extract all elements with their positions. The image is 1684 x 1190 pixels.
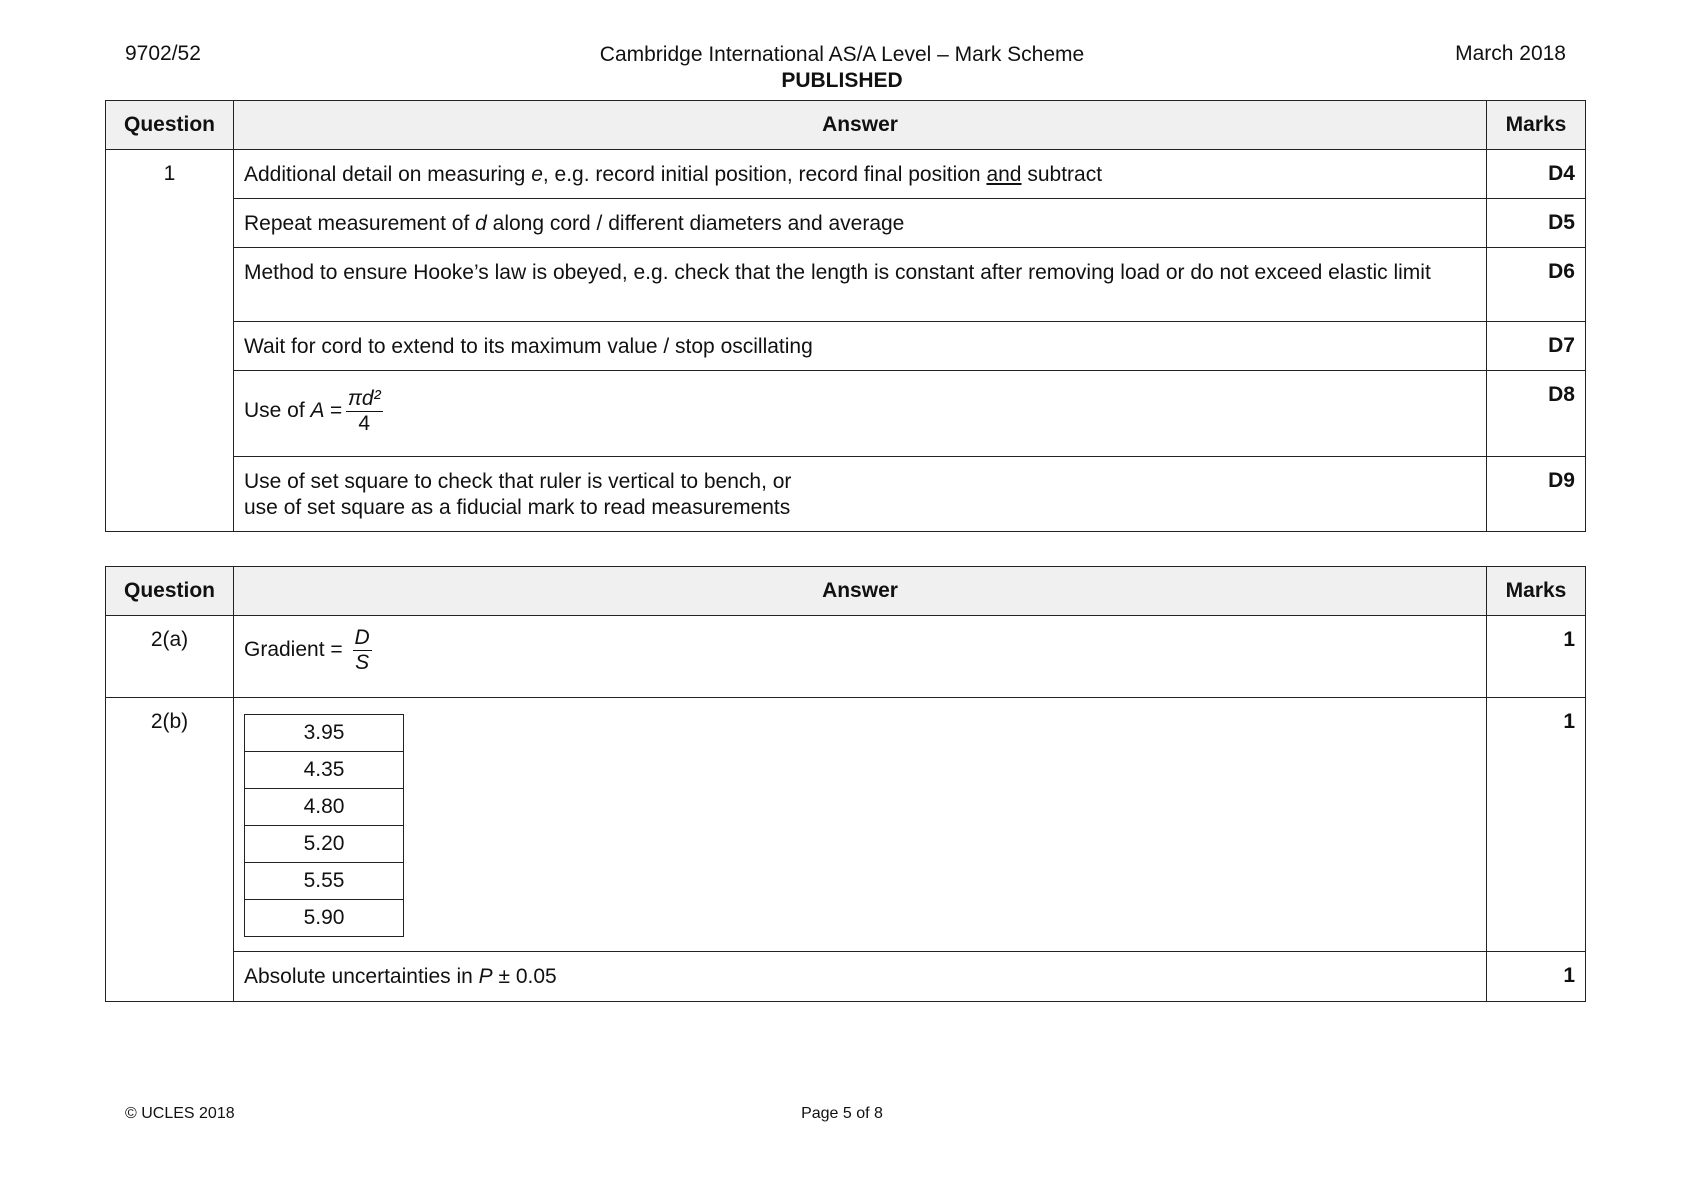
answer-cell: [234, 616, 1487, 698]
answer-variable: d: [475, 212, 487, 235]
mark-cell: 1: [1487, 616, 1586, 698]
values-row: [245, 715, 404, 752]
page-number: Page 5 of 8: [801, 1105, 883, 1122]
answer-underlined-word: and: [986, 163, 1022, 186]
value-cell: 5.90: [245, 900, 404, 937]
question-number: 1: [106, 150, 234, 532]
answer-cell: [234, 698, 1487, 952]
table-row: [106, 371, 1586, 457]
copyright-notice: © UCLES 2018: [125, 1105, 235, 1122]
mark-cell: D9: [1487, 457, 1586, 532]
answer-cell: Method to ensure Hooke’s law is obeyed, e.g. check that the length is constant after removing load or do not exceed elastic limit: [234, 248, 1487, 322]
mark-cell: D5: [1487, 199, 1586, 248]
value-cell: 5.20: [245, 826, 404, 863]
values-row: [245, 789, 404, 826]
mark-cell: D4: [1487, 150, 1586, 199]
column-header-marks: Marks: [1487, 567, 1586, 616]
formula-lhs: A =: [310, 399, 342, 423]
published-label: PUBLISHED: [781, 69, 903, 92]
values-row: [245, 826, 404, 863]
question-number: 2(b): [106, 698, 234, 1002]
answer-variable: P: [478, 965, 493, 988]
value-cell: 4.80: [245, 789, 404, 826]
header-title-block: [0, 42, 1684, 94]
table-row: [106, 698, 1586, 952]
values-row: [245, 900, 404, 937]
value-cell: 4.35: [245, 752, 404, 789]
values-row: [245, 752, 404, 789]
mark-cell: D6: [1487, 248, 1586, 322]
answer-variable: e: [531, 163, 543, 186]
table-row: [106, 952, 1586, 1002]
value-cell: 5.55: [245, 863, 404, 900]
table-row: [106, 322, 1586, 371]
answer-text: Use of set square to check that ruler is vertical to bench, or: [244, 470, 792, 493]
column-header-answer: Answer: [234, 567, 1487, 616]
table-header-row: [106, 101, 1586, 150]
fraction-numerator: D: [354, 626, 370, 649]
column-header-answer: Answer: [234, 101, 1487, 150]
value-cell: 3.95: [245, 715, 404, 752]
paper-code: 9702/52: [125, 42, 201, 65]
answer-text: use of set square as a fiducial mark to read measurements: [244, 496, 791, 519]
answer-text: subtract: [1021, 163, 1103, 186]
fraction-denominator: 4: [358, 412, 371, 435]
answer-cell: [234, 150, 1487, 199]
mark-cell: 1: [1487, 952, 1586, 1002]
values-row: [245, 863, 404, 900]
answer-text: Gradient =: [244, 638, 343, 662]
column-header-question: Question: [106, 101, 234, 150]
gradient-fraction: [353, 626, 372, 675]
answer-cell: [234, 199, 1487, 248]
answer-cell: Wait for cord to extend to its maximum value / stop oscillating: [234, 322, 1487, 371]
table-header-row: [106, 567, 1586, 616]
table-row: [106, 199, 1586, 248]
fraction-numerator: πd²: [347, 387, 381, 410]
area-formula-fraction: [346, 387, 383, 436]
mark-cell: D8: [1487, 371, 1586, 457]
document-title: Cambridge International AS/A Level – Mark Scheme: [599, 43, 1085, 66]
answer-text: Use of: [244, 399, 311, 423]
answer-cell: [234, 952, 1487, 1002]
values-table: [244, 714, 404, 937]
answer-text: along cord / different diameters and average: [486, 212, 905, 235]
fraction-denominator: S: [355, 651, 370, 674]
table-row: [106, 457, 1586, 532]
table-row: [106, 248, 1586, 322]
answer-text: , e.g. record initial position, record final position: [542, 163, 987, 186]
answer-text: Repeat measurement of: [244, 212, 476, 235]
question-2-table: [105, 566, 1586, 1002]
table-row: [106, 616, 1586, 698]
column-header-marks: Marks: [1487, 101, 1586, 150]
exam-session: March 2018: [1455, 42, 1566, 65]
answer-text: Additional detail on measuring: [244, 163, 532, 186]
mark-cell: D7: [1487, 322, 1586, 371]
answer-text: Absolute uncertainties in: [244, 965, 479, 988]
question-number: 2(a): [106, 616, 234, 698]
answer-text: ± 0.05: [492, 965, 557, 988]
answer-cell: [234, 457, 1487, 532]
answer-cell: [234, 371, 1487, 457]
question-1-table: [105, 100, 1586, 532]
column-header-question: Question: [106, 567, 234, 616]
table-row: [106, 150, 1586, 199]
mark-cell: 1: [1487, 698, 1586, 952]
